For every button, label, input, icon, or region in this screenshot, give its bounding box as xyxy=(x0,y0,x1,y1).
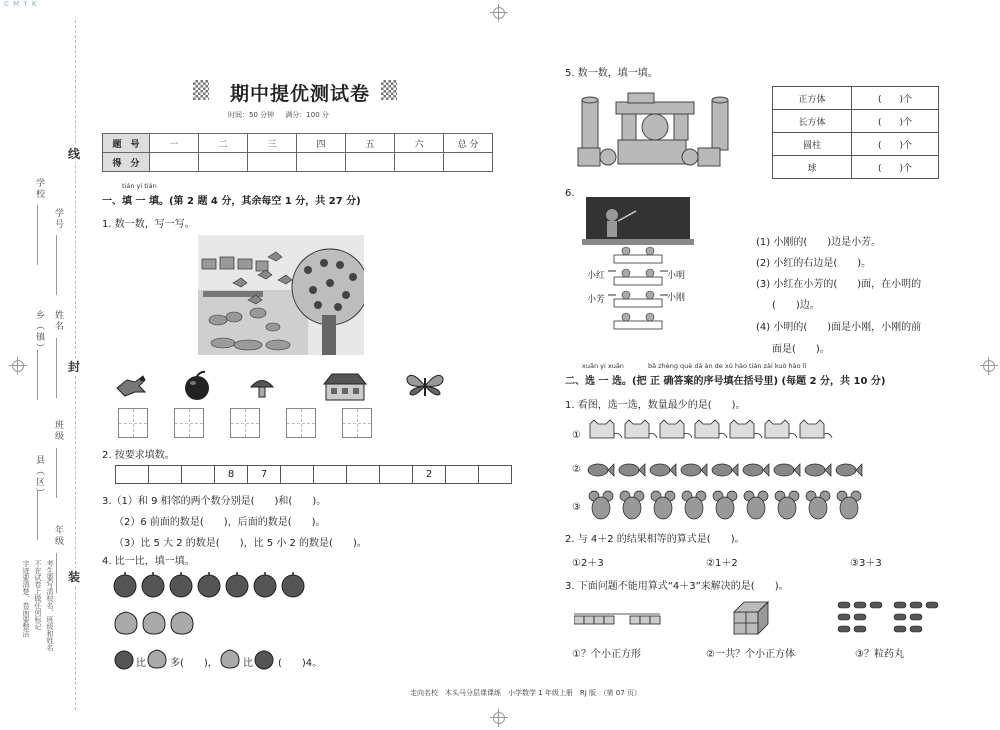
page-title: 期中提优测试卷 xyxy=(230,83,371,105)
s2q3-pills-illustration xyxy=(836,600,946,636)
q6-item-3-cont: ( )边。 xyxy=(772,300,820,311)
score-cell[interactable] xyxy=(297,153,346,172)
q4-fill-a: 比 xyxy=(136,658,146,669)
section2-pinyin-1: xuǎn yi xuǎn xyxy=(582,362,624,370)
margin-note: 考生要写清校名、班级和姓名 xyxy=(46,560,54,651)
s2q3-text: 3. 下面问题不能用算式“4＋3”来解决的是( )。 xyxy=(565,581,789,592)
q5-shape-count-table xyxy=(772,86,939,179)
apple-icon xyxy=(182,370,212,402)
q1-text: 1. 数一数，写一写。 xyxy=(102,219,195,230)
q2-cell[interactable] xyxy=(479,466,512,484)
score-col: 四 xyxy=(297,134,346,153)
q4-apple-small-icon-2 xyxy=(253,648,277,670)
q2-cell[interactable] xyxy=(116,466,149,484)
score-table-row1-label: 题 号 xyxy=(103,134,150,153)
score-cell[interactable] xyxy=(395,153,444,172)
score-cell[interactable] xyxy=(248,153,297,172)
binding-tie-char: 装 xyxy=(68,570,81,584)
q1-answer-box-butterfly[interactable] xyxy=(342,408,372,438)
exam-full-score: 满分：100 分 xyxy=(285,111,329,119)
s2q3-cubes-illustration xyxy=(732,600,772,636)
q1-answer-box-house[interactable] xyxy=(286,408,316,438)
margin-student-no-line xyxy=(56,235,57,295)
s2q3-option-1[interactable]: ①？个小正方形 xyxy=(572,649,641,660)
margin-class-line xyxy=(56,448,57,498)
q5-shape-count[interactable]: ( )个 xyxy=(852,110,939,133)
q3-part2: （2）6 前面的数是( )，后面的数是( )。 xyxy=(114,517,326,528)
q5-shape-count[interactable]: ( )个 xyxy=(852,87,939,110)
s2q1-cats-row xyxy=(586,418,836,446)
q5-shape-count[interactable]: ( )个 xyxy=(852,133,939,156)
margin-grade-line xyxy=(56,553,57,593)
q5-text: 5. 数一数，填一填。 xyxy=(565,68,658,79)
margin-name-line xyxy=(56,338,57,398)
q5-shape-name: 球 xyxy=(773,156,852,179)
q4-fill-d: ( )4。 xyxy=(278,658,323,669)
q4-text: 4. 比一比，填一填。 xyxy=(102,556,195,567)
margin-school-line xyxy=(37,205,38,265)
q6-label-xiaogang: 小刚 xyxy=(667,293,686,303)
s2q2-text: 2. 与 4＋2 的结果相等的算式是( )。 xyxy=(565,534,745,545)
q3-part1: 3.（1）和 9 相邻的两个数分别是( )和( )。 xyxy=(102,496,327,507)
q1-scene-illustration xyxy=(198,235,364,355)
score-col: 五 xyxy=(346,134,395,153)
section2-title: 二、选 一 选。(把 正 确答案的序号填在括号里) (每题 2 分，共 10 分) xyxy=(565,376,886,387)
q2-cell[interactable] xyxy=(347,466,380,484)
q1-answer-box-apple[interactable] xyxy=(174,408,204,438)
score-col: 六 xyxy=(395,134,444,153)
q1-answer-boxes xyxy=(118,408,398,438)
margin-note: 字迹要清楚、卷面要整洁 xyxy=(22,560,30,637)
binding-line-char: 线 xyxy=(68,147,81,161)
s2q1-mark-3: ③ xyxy=(572,502,581,513)
score-table-header-row xyxy=(103,134,493,153)
s2q3-option-2[interactable]: ②一共？个小正方体 xyxy=(706,649,795,660)
s2q1-mark-2: ② xyxy=(572,464,581,475)
margin-student-no-label: 学号 xyxy=(53,208,63,230)
s2q3-option-3[interactable]: ③？粒药丸 xyxy=(855,649,904,660)
q5-shape-count[interactable]: ( )个 xyxy=(852,156,939,179)
bird-icon xyxy=(115,370,151,400)
margin-school-label: 学校 xyxy=(34,178,44,200)
q6-label-xiaohong: 小红 xyxy=(587,271,606,281)
q4-fill-b: 多( )， xyxy=(170,658,218,669)
q2-cell[interactable]: 7 xyxy=(248,466,281,484)
q2-cell[interactable]: 8 xyxy=(215,466,248,484)
q4-peaches-row xyxy=(113,608,203,636)
margin-class-label: 班级 xyxy=(53,420,63,442)
registration-mark-left xyxy=(12,360,24,372)
score-col: 三 xyxy=(248,134,297,153)
binding-seal-char: 封 xyxy=(68,360,81,374)
s2q1-mark-1: ① xyxy=(572,430,581,441)
margin-instructions xyxy=(20,560,56,651)
margin-name-label: 姓名 xyxy=(53,310,63,332)
q2-cell[interactable] xyxy=(281,466,314,484)
title-ornament-right xyxy=(381,80,397,100)
margin-note: 不在试卷上做任何标记 xyxy=(34,560,42,630)
q6-item-1: (1) 小刚的( )边是小芳。 xyxy=(756,237,882,248)
q2-cell[interactable] xyxy=(182,466,215,484)
q6-item-4-cont: 面是( )。 xyxy=(772,344,830,355)
s2q3-squares-illustration xyxy=(574,612,690,628)
s2q2-option-3[interactable]: ③3＋3 xyxy=(850,558,882,569)
s2q1-mice-row xyxy=(586,490,866,522)
q4-peach-small-icon xyxy=(146,648,170,670)
q2-number-row xyxy=(115,465,512,484)
q6-number: 6. xyxy=(565,188,575,199)
mushroom-icon xyxy=(248,374,276,400)
q4-apple-small-icon xyxy=(113,648,137,670)
q5-shape-name: 圆柱 xyxy=(773,133,852,156)
s2q2-option-2[interactable]: ②1＋2 xyxy=(706,558,738,569)
s2q1-fish-row xyxy=(586,458,866,482)
s2q1-text: 1. 看图，选一选，数量最少的是( )。 xyxy=(565,400,746,411)
margin-grade-label: 年级 xyxy=(53,525,63,547)
q6-item-4: (4) 小明的( )面是小刚，小刚的前 xyxy=(756,322,922,333)
margin-county-label: 县（区） xyxy=(34,455,44,499)
q6-label-xiaoming: 小明 xyxy=(667,271,686,281)
q2-cell[interactable] xyxy=(446,466,479,484)
q5-blocks-illustration xyxy=(576,90,734,168)
q3-part3: （3）比 5 大 2 的数是( )，比 5 小 2 的数是( )。 xyxy=(114,538,367,549)
q2-text: 2. 按要求填数。 xyxy=(102,450,175,461)
registration-mark-right xyxy=(983,360,995,372)
q1-answer-box-bird[interactable] xyxy=(118,408,148,438)
exam-info xyxy=(228,110,329,120)
margin-township-label: 乡（镇） xyxy=(34,310,44,354)
score-table-row2-label: 得 分 xyxy=(103,153,150,172)
score-col: 总 分 xyxy=(444,134,493,153)
q1-answer-box-mushroom[interactable] xyxy=(230,408,260,438)
exam-time: 时间：50 分钟 xyxy=(228,111,275,119)
score-cell[interactable] xyxy=(199,153,248,172)
registration-mark-bottom xyxy=(493,712,505,724)
q5-shape-name: 正方体 xyxy=(773,87,852,110)
score-table-score-row xyxy=(103,153,493,172)
q4-apples-row xyxy=(113,572,313,600)
q6-item-3: (3) 小红在小芳的( )面，在小明的 xyxy=(756,279,922,290)
section1-title: 一、填 一 填。(第 2 题 4 分，其余每空 1 分，共 27 分) xyxy=(102,196,361,207)
score-cell[interactable] xyxy=(444,153,493,172)
page-footer: 走向名校 木头马分层课课练 小学数学 1 年级上册 RJ 版 （第 07 页） xyxy=(410,689,641,697)
title-ornament-left xyxy=(193,80,209,100)
q2-cell[interactable] xyxy=(314,466,347,484)
butterfly-icon xyxy=(404,370,446,402)
registration-mark-top xyxy=(493,7,505,19)
q5-shape-name: 长方体 xyxy=(773,110,852,133)
section1-pinyin: tián yi tián xyxy=(122,182,157,190)
score-cell[interactable] xyxy=(346,153,395,172)
score-cell[interactable] xyxy=(150,153,199,172)
margin-county-line xyxy=(37,490,38,540)
score-col: 二 xyxy=(199,134,248,153)
q4-peach-small-icon-2 xyxy=(219,648,243,670)
q6-label-xiaofang: 小芳 xyxy=(587,295,606,305)
section2-pinyin-2: bǎ zhèng què dá àn de xù hào tián zài kuò hào lǐ xyxy=(648,362,807,370)
q4-fill-c: 比 xyxy=(243,658,253,669)
q2-cell[interactable] xyxy=(149,466,182,484)
print-color-mark: C M Y K xyxy=(4,0,38,8)
q6-item-2: (2) 小红的右边是( )。 xyxy=(756,258,872,269)
q2-cell[interactable] xyxy=(380,466,413,484)
house-icon xyxy=(322,372,368,402)
score-table xyxy=(102,133,493,172)
s2q2-option-1[interactable]: ①2＋3 xyxy=(572,558,604,569)
score-col: 一 xyxy=(150,134,199,153)
margin-township-line xyxy=(37,350,38,400)
q2-cell[interactable]: 2 xyxy=(413,466,446,484)
